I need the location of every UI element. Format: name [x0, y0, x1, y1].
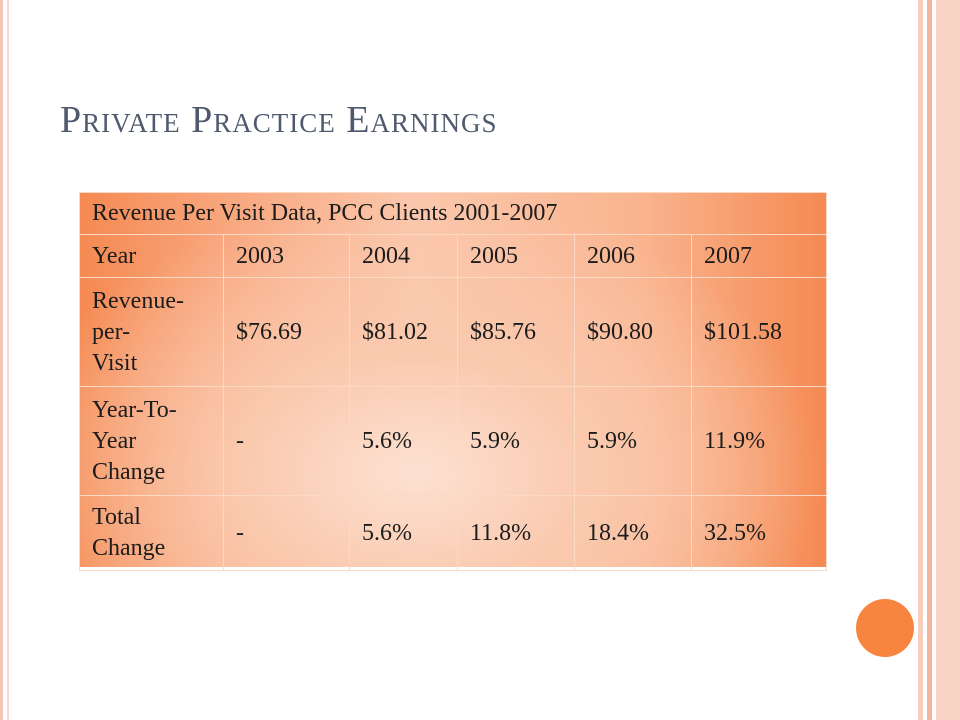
table-cell: 11.9% — [692, 387, 827, 496]
table-cell: 5.9% — [575, 387, 692, 496]
revenue-table — [79, 192, 827, 571]
header-cell-2006: 2006 — [575, 235, 692, 278]
row-label-line: Year-To- — [92, 396, 177, 423]
table-header-row — [80, 235, 827, 278]
table-cell: 5.6% — [350, 387, 458, 496]
table-cell: $101.58 — [692, 278, 827, 387]
table-row — [80, 496, 827, 571]
table-cell: $90.80 — [575, 278, 692, 387]
left-frame-line-inner — [7, 0, 9, 720]
row-label-line: Year — [92, 427, 137, 454]
revenue-table-container — [79, 192, 826, 567]
table-cell: 32.5% — [692, 496, 827, 571]
row-label-year-to-year-change — [80, 387, 224, 496]
table-cell: - — [224, 496, 350, 571]
header-cell-year: Year — [80, 235, 224, 278]
table-caption: Revenue Per Visit Data, PCC Clients 2001-2007 — [80, 193, 827, 235]
table-cell: $76.69 — [224, 278, 350, 387]
table-row — [80, 278, 827, 387]
table-cell: $85.76 — [458, 278, 575, 387]
row-label-revenue-per-visit — [80, 278, 224, 387]
row-label-line: Total — [92, 504, 141, 530]
table-cell: 5.6% — [350, 496, 458, 571]
table-cell: $81.02 — [350, 278, 458, 387]
table-cell: 18.4% — [575, 496, 692, 571]
header-cell-2003: 2003 — [224, 235, 350, 278]
left-frame-line — [0, 0, 3, 720]
table-cell: 5.9% — [458, 387, 575, 496]
row-label-line: per- — [92, 318, 131, 345]
row-label-line: Change — [92, 535, 166, 561]
table-caption-row — [80, 193, 827, 235]
row-label-line: Change — [92, 458, 166, 485]
row-label-line: Revenue- — [92, 287, 184, 314]
table-row — [80, 387, 827, 496]
accent-circle-decoration — [856, 599, 914, 657]
slide-title: Private Practice Earnings — [60, 99, 498, 141]
header-cell-2007: 2007 — [692, 235, 827, 278]
table-cell: 11.8% — [458, 496, 575, 571]
header-cell-2004: 2004 — [350, 235, 458, 278]
row-label-line: Visit — [92, 349, 138, 376]
row-label-total-change — [80, 496, 224, 571]
header-cell-2005: 2005 — [458, 235, 575, 278]
right-decorative-band — [918, 0, 960, 720]
table-cell: - — [224, 387, 350, 496]
